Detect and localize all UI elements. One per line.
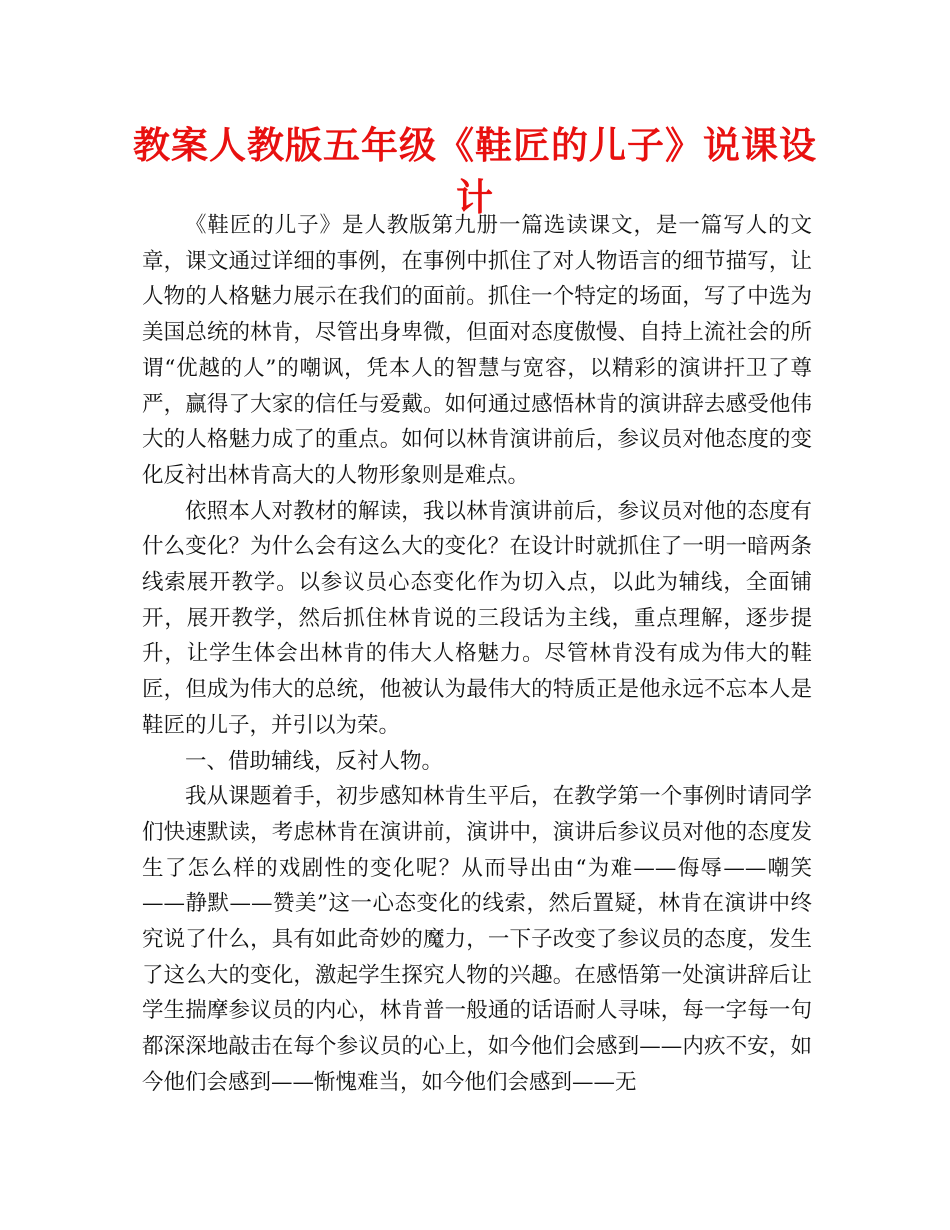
paragraph-design: 依照本人对教材的解读，我以林肯演讲前后，参议员对他的态度有什么变化？为什么会有这么大的变化？在设计时就抓住了一明一暗两条线索展开教学。以参议员心态变化作为切入点，以此为辅线，全面铺开，展开教学，然后抓住林肯说的三段话为主线，重点理解，逐步提升，让学生体会出林肯的伟大人格魅力。尽管林肯没有成为伟大的鞋匠，但成为伟大的总统，他被认为最伟大的特质正是他永远不忘本人是鞋匠的儿子，并引以为荣。 bbox=[142, 498, 812, 738]
document-body bbox=[142, 208, 812, 1101]
section-heading-1: 一、借助辅线，反衬人物。 bbox=[185, 748, 444, 774]
paragraph-section-1: 我从课题着手，初步感知林肯生平后，在教学第一个事例时请同学们快速默读，考虑林肯在演讲前，演讲中，演讲后参议员对他的态度发生了怎么样的戏剧性的变化呢？从而导出由“为难——侮辱——嘲笑——静默——赞美”这一心态变化的线索，然后置疑，林肯在演讲中终究说了什么，具有如此奇妙的魔力，一下子改变了参议员的态度，发生了这么大的变化，激起学生探究人物的兴趣。在感悟第一处演讲辞后让学生揣摩参议员的内心，林肯普一般通的话语耐人寻味，每一字每一句都深深地敲击在每个参议员的心上，如今他们会感到——内疚不安，如今他们会感到——惭愧难当，如今他们会感到——无 bbox=[142, 784, 812, 1095]
paragraph-intro: 《鞋匠的儿子》是人教版第九册一篇选读课文，是一篇写人的文章，课文通过详细的事例，在事例中抓住了对人物语言的细节描写，让人物的人格魅力展示在我们的面前。抓住一个特定的场面，写了中选为美国总统的林肯，尽管出身卑微，但面对态度傲慢、自持上流社会的所谓“优越的人”的嘲讽，凭本人的智慧与宽容，以精彩的演讲扞卫了尊严，赢得了大家的信任与爱戴。如何通过感悟林肯的演讲辞去感受他伟大的人格魅力成了的重点。如何以林肯演讲前后，参议员对他态度的变化反衬出林肯高大的人物形象则是难点。 bbox=[142, 213, 812, 488]
document-title: 教案人教版五年级《鞋匠的儿子》说课设计 bbox=[133, 124, 817, 219]
